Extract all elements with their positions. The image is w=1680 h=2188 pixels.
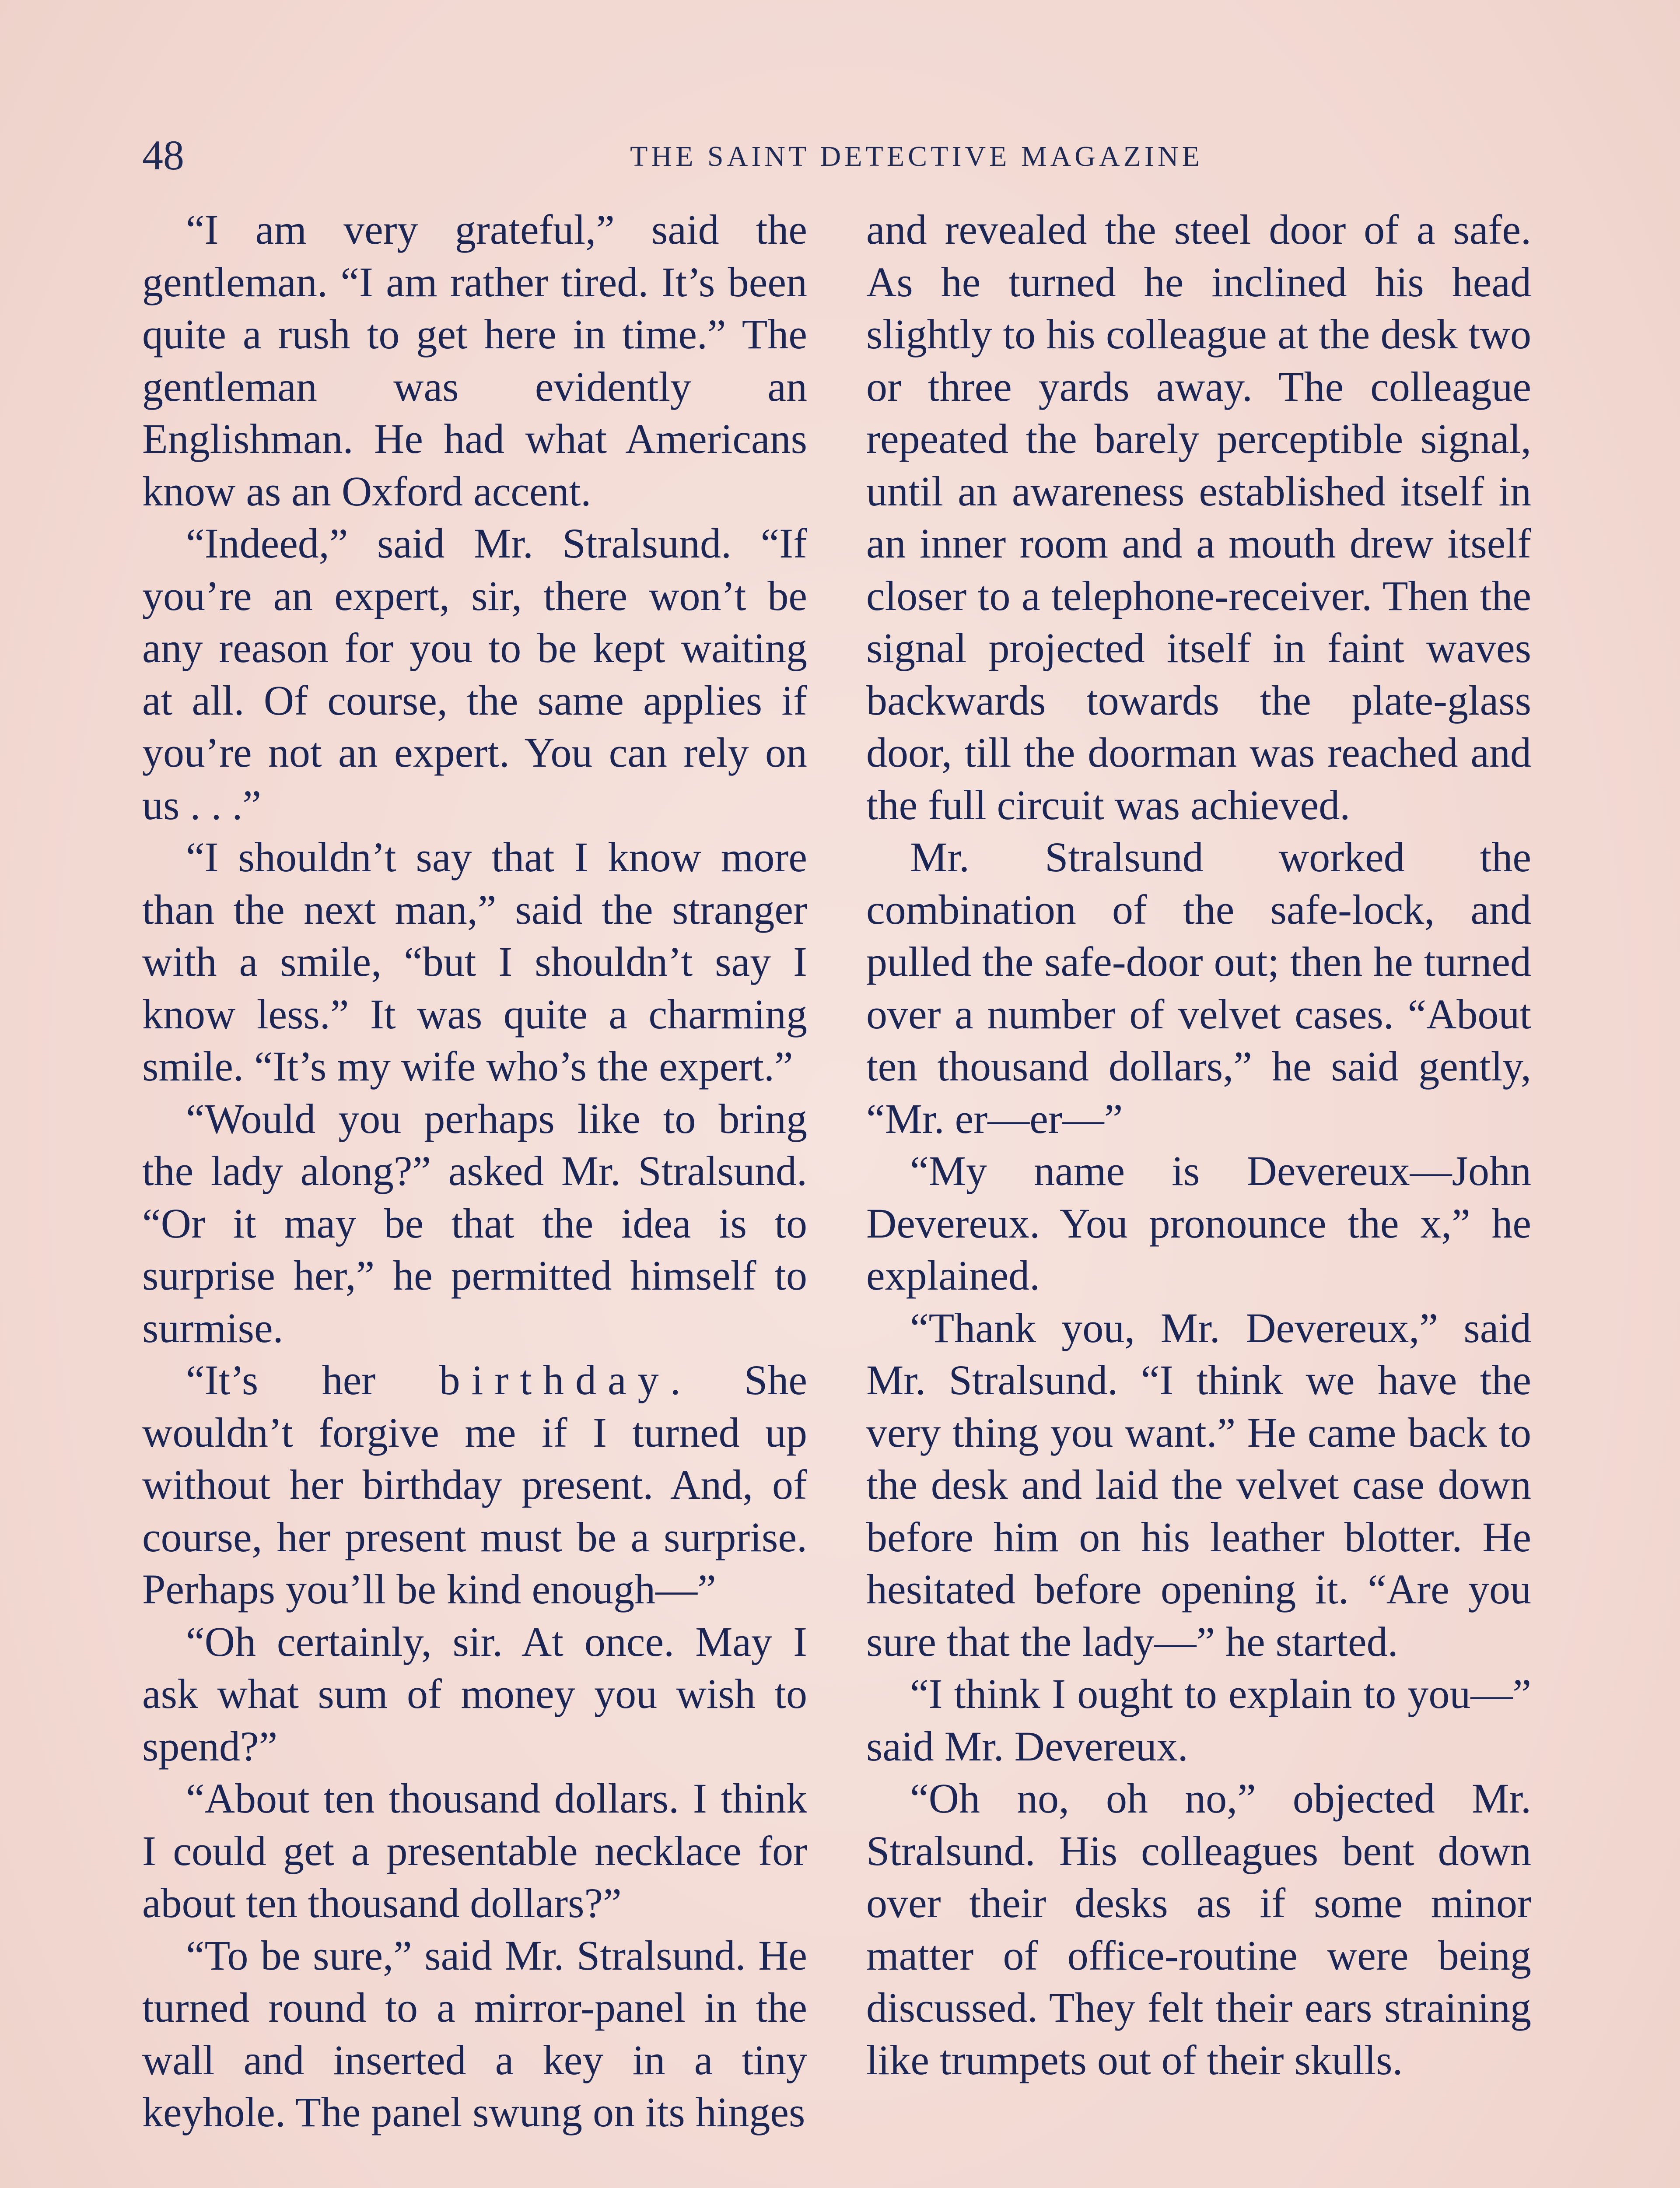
left-column [142, 203, 807, 2188]
paragraph: “To be sure,” said Mr. Stralsund. He turned round to a mirror-panel in the wall and inserted a key in a tiny keyhole. The panel swung on its hinges [142, 1932, 807, 2135]
paragraph: “About ten thousand dollars. I think I could get a presentable necklace for about ten thousand dollars?” [142, 1775, 807, 1926]
paragraph: “Indeed,” said Mr. Stralsund. “If you’re an expert, sir, there won’t be any reason for you to be kept waiting at all. Of course, the same applies if you’re not an expert. You can rely on us . . .” [142, 520, 807, 828]
paragraph: “My name is Devereux—John Devereux. You pronounce the x,” he explained. [866, 1147, 1531, 1299]
paragraph [142, 1354, 807, 1616]
paragraph: “I am very grateful,” said the gentleman. “I am rather tired. It’s been quite a rush to get here in time.” The gentleman was evidently an Englishman. He had what Americans know as an Oxford accent. [142, 206, 807, 515]
running-title: THE SAINT DETECTIVE MAGAZINE [630, 140, 1203, 172]
paragraph-text: “It’s her [186, 1357, 439, 1403]
right-column [866, 203, 1531, 2188]
paragraph: and revealed the steel door of a safe. As he turned he inclined his head slightly to his colleague at the desk two or three yards away. The colleague repeated the barely perceptible signal, until an awareness established itself in an inner room and a mouth drew itself closer to a telephone-receiver. Then the signal projected itself in faint waves backwards towards the plate-glass door, till the doorman was reached and the full circuit was achieved. [866, 206, 1531, 828]
paragraph: Mr. Stralsund worked the combination of the safe-lock, and pulled the safe-door out; then he turned over a number of velvet cases. “About ten thousand dollars,” he said gently, “Mr. er—er—” [866, 834, 1531, 1142]
paragraph: “I shouldn’t say that I know more than the next man,” said the stranger with a smile, “but I shouldn’t say I know less.” It was quite a charming smile. “It’s my wife who’s the expert.” [142, 834, 807, 1090]
paragraph: “Oh no, oh no,” objected Mr. Stralsund. His colleagues bent down over their desks as if some minor matter of office-routine were being discussed. They felt their ears straining like trumpets out of their skulls. [866, 1775, 1531, 2083]
page-header [142, 131, 1538, 179]
paragraph: “I think I ought to explain to you—” said Mr. Devereux. [866, 1670, 1531, 1770]
spaced-word: birthday [439, 1357, 670, 1403]
paragraph: “Would you perhaps like to bring the lady along?” asked Mr. Stralsund. “Or it may be that the idea is to surprise her,” he permitted himself to surmise. [142, 1095, 807, 1351]
paragraph-text: . She wouldn’t forgive me if I turned up without her birthday present. And, of course, her present must be a surprise. Perhaps you’ll be kind enough—” [142, 1357, 807, 1613]
paragraph: “Thank you, Mr. Devereux,” said Mr. Stralsund. “I think we have the very thing you want.” He came back to the desk and laid the velvet case down before him on his leather blotter. He hesitated before opening it. “Are you sure that the lady—” he started. [866, 1304, 1531, 1665]
page-number: 48 [142, 132, 184, 179]
paragraph: “Oh certainly, sir. At once. May I ask what sum of money you wish to spend?” [142, 1618, 807, 1770]
